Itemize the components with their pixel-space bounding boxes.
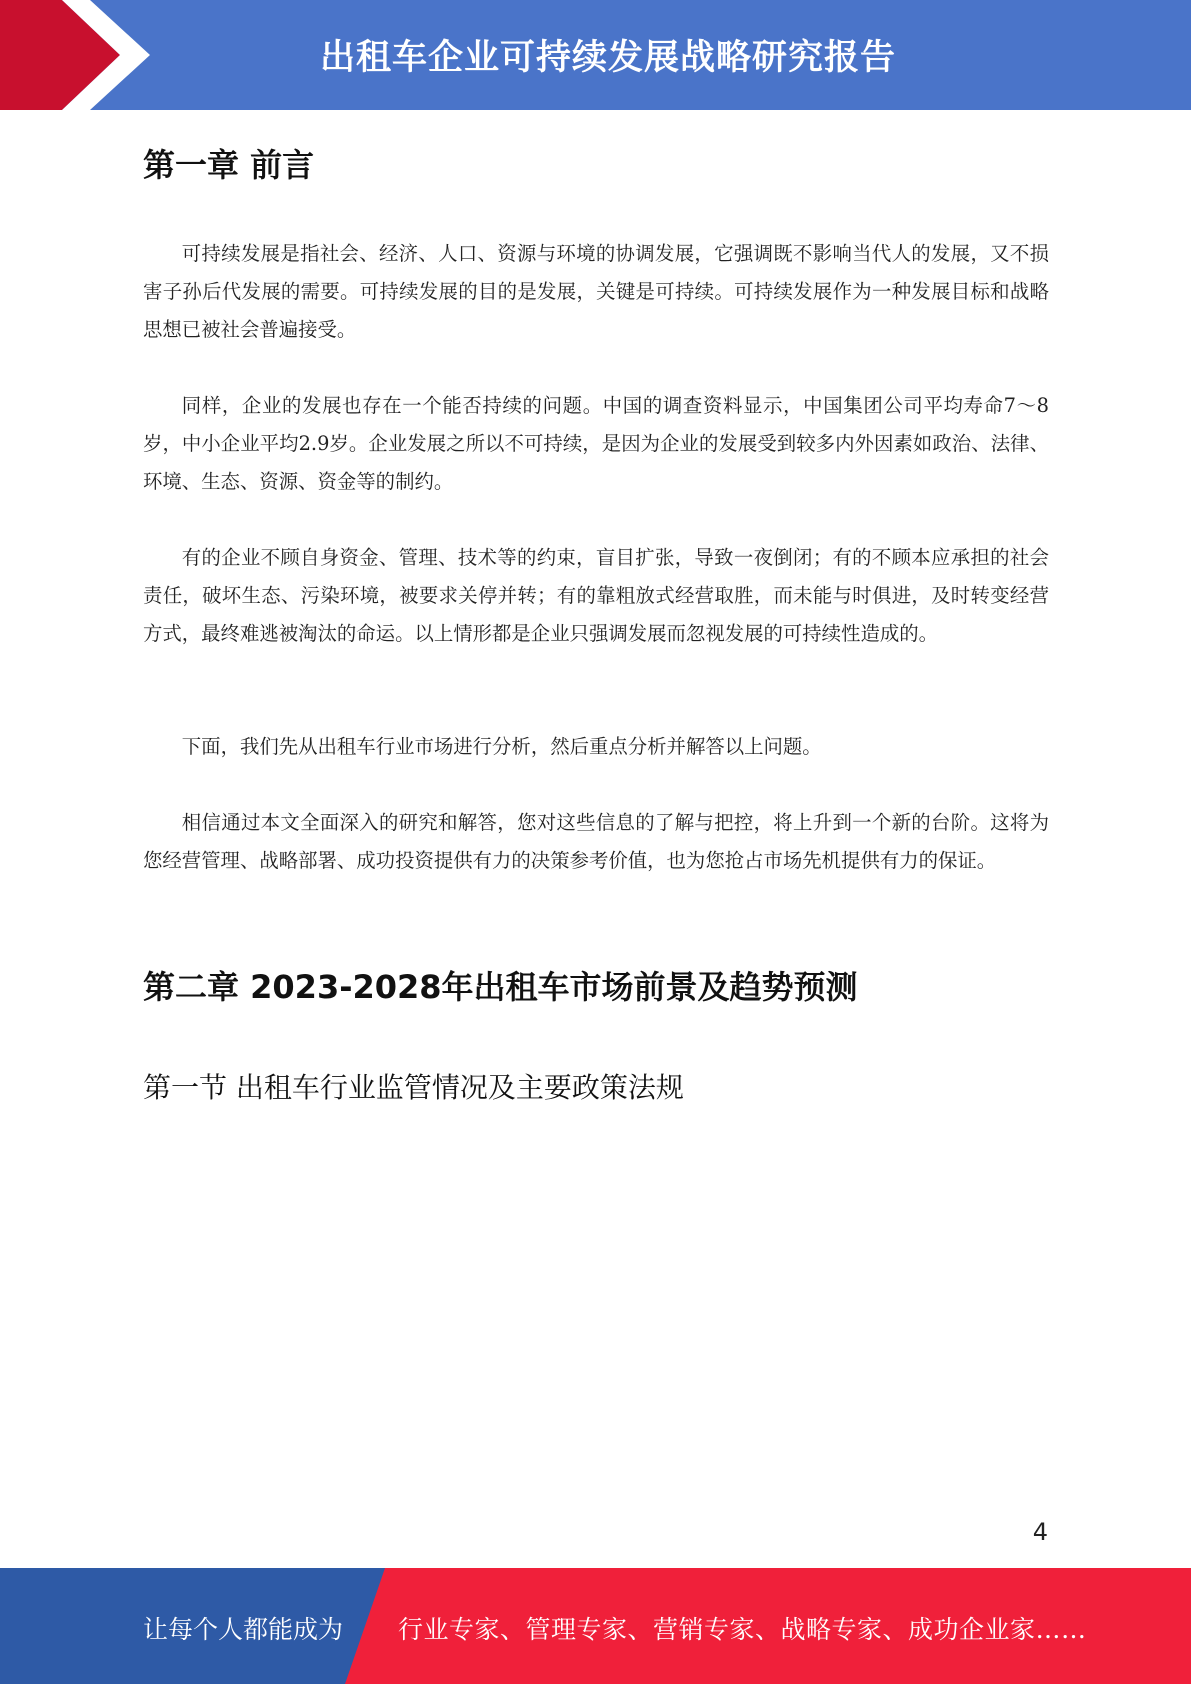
section-1-heading: 第一节 出租车行业监管情况及主要政策法规 — [143, 1071, 684, 1104]
paragraph: 同样，企业的发展也存在一个能否持续的问题。中国的调查资料显示，中国集团公司平均寿命7～8岁，中小企业平均2.9岁。企业发展之所以不可持续，是因为企业的发展受到较多内外因素如政治、法律、环境、生态、资源、资金等的制约。 — [143, 394, 1050, 493]
chapter-1-heading: 第一章 前言 — [143, 146, 315, 184]
chapter-2-heading: 第二章 2023-2028年出租车市场前景及趋势预测 — [143, 968, 858, 1006]
paragraph: 可持续发展是指社会、经济、人口、资源与环境的协调发展，它强调既不影响当代人的发展，又不损害子孙后代发展的需要。可持续发展的目的是发展，关键是可持续。可持续发展作为一种发展目标和战略思想已被社会普遍接受。 — [143, 242, 1049, 341]
paragraph: 有的企业不顾自身资金、管理、技术等的约束，盲目扩张，导致一夜倒闭；有的不顾本应承担的社会责任，破坏生态、污染环境，被要求关停并转；有的靠粗放式经营取胜，而未能与时俱进，及时转变经营方式，最终难逃被淘汰的命运。以上情形都是企业只强调发展而忽视发展的可持续性造成的。 — [143, 546, 1049, 645]
paragraph: 下面，我们先从出租车行业市场进行分析，然后重点分析并解答以上问题。 — [181, 735, 822, 758]
report-title: 出租车企业可持续发展战略研究报告 — [320, 38, 897, 78]
footer-slogan-left: 让每个人都能成为 — [143, 1615, 344, 1644]
page-header — [0, 0, 1191, 110]
page-footer — [0, 1568, 1191, 1684]
paragraph: 相信通过本文全面深入的研究和解答，您对这些信息的了解与把控，将上升到一个新的台阶。这将为您经营管理、战略部署、成功投资提供有力的决策参考价值，也为您抢占市场先机提供有力的保证。 — [143, 811, 1049, 872]
header-arrow-decoration — [0, 0, 160, 110]
footer-slogan-right: 行业专家、管理专家、营销专家、战略专家、成功企业家…… — [398, 1615, 1087, 1644]
page-number: 4 — [1032, 1518, 1048, 1546]
